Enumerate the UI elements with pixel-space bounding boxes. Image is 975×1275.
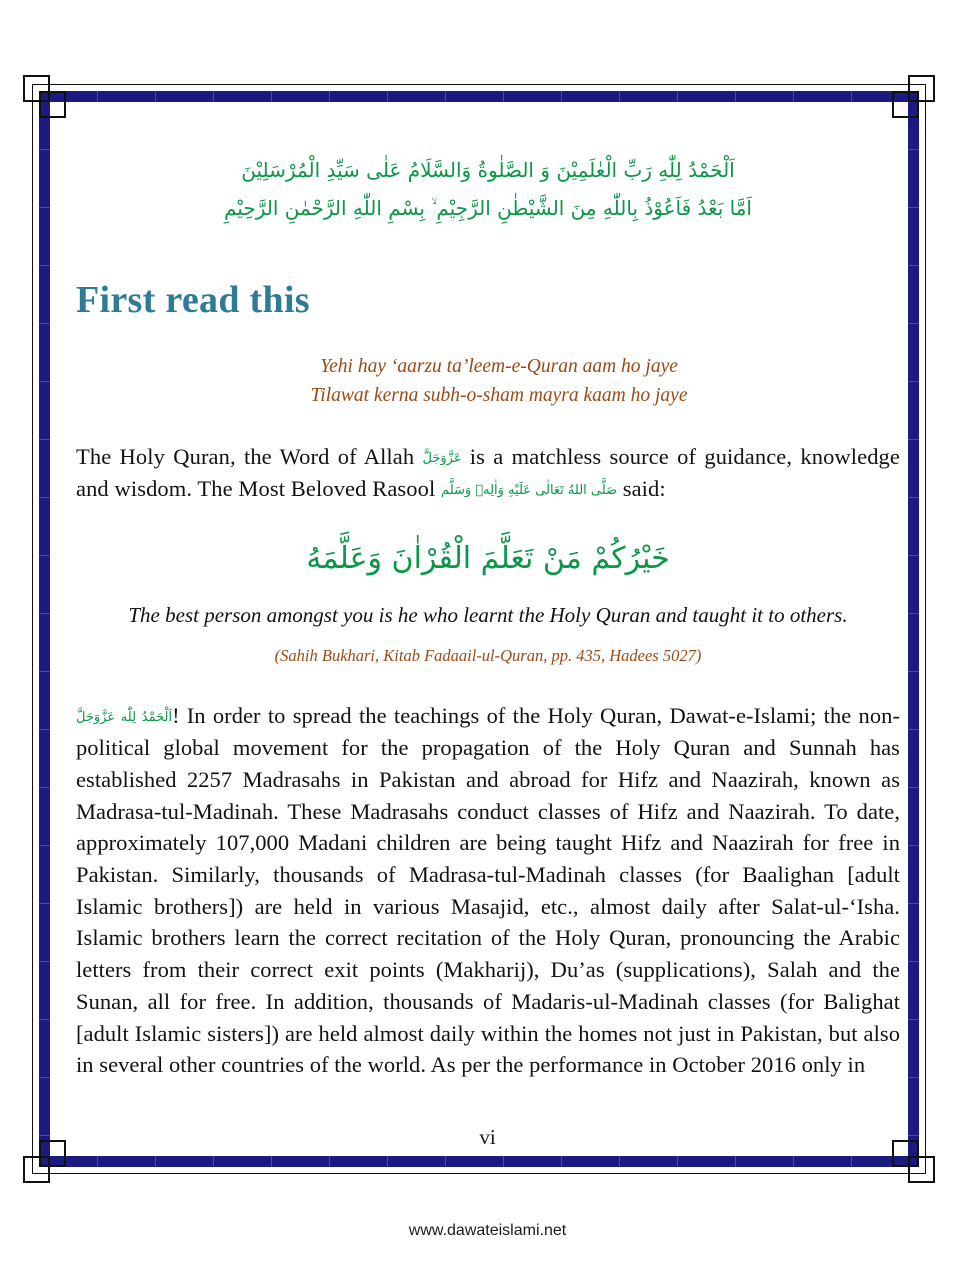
border-ticks-bottom [39,1156,919,1167]
border-ticks-top [39,91,919,102]
hadith-translation: The best person amongst you is he who learnt the Holy Quran and taught it to others. [128,603,848,628]
page-number: vi [479,1125,496,1149]
page-content [76,160,900,1104]
invocation-block [76,160,900,218]
invocation-line-1: اَلْحَمْدُ لِلّٰهِ رَبِّ الْعٰلَمِيْنَ وَ الصَّلٰوةُ وَالسَّلَامُ عَلٰى سَيِّدِ الْمُرْسَلِيْنَ [241,158,735,182]
main-body-text: ! In order to spread the teachings of the Holy Quran, Dawat-e-Islami; the non-political global movement for the propagation of the Holy Quran and Sunnah has established 2257 Madrasahs in Pakistan and abroad for Hifz and Naazirah, known as Madrasa-tul-Madinah. These Madrasahs conduct classes of Hifz and Naazirah. To date, approximately 107,000 Madani children are being taught Hifz and Naazirah for free in Pakistan. Similarly, thousands of Madrasa-tul-Madinah classes (for Baalighan [adult Islamic brothers]) are held in various Masajid, etc., almost daily after Salat-ul-‘Isha. Islamic brothers learn the correct recitation of the Holy Quran, pronouncing the Arabic letters from their correct exit points (Makharij), Du’as (supplications), Salah and the Sunan, all for free. In addition, thousands of Madaris-ul-Madinah classes (for Balighat [adult Islamic sisters]) are held almost daily within the homes not just in Pakistan, but also in several other countries of the world. As per the performance in October 2016 only in [76,703,900,1078]
footer-website-url: www.dawateislami.net [408,1222,567,1239]
hadith-reference: (Sahih Bukhari, Kitab Fadaail-ul-Quran, pp. 435, Hadees 5027) [274,646,702,666]
intro-text-part-2: is a matchless source of guidance, knowledge and wisdom. The Most Beloved Rasool [76,444,900,501]
border-ticks-right [908,91,919,1167]
honorific-rasool-glyph: صَلَّى اللهُ تَعَالٰى عَلَيْهِ وَاٰلِهٖ وَسَلَّم [441,482,618,498]
intro-paragraph [76,441,900,505]
main-body-paragraph [76,700,900,1081]
hadith-arabic-text: خَيْرُكُمْ مَنْ تَعَلَّمَ الْقُرْاٰنَ وَعَلَّمَهُ [306,540,670,576]
honorific-alhamdulillah-glyph: اَلْحَمْدُ لِلّٰه عَزَّوَجَلَّ [76,710,173,726]
intro-text-part-3: said: [617,475,666,501]
couplet-line-1: Yehi hay ‘aarzu ta’leem-e-Quran aam ho jaye [320,355,678,377]
border-ticks-left [39,91,50,1167]
corner-knot-top-left-icon [23,75,67,119]
intro-text-part-1: The Holy Quran, the Word of Allah [76,444,423,470]
page-title: First read this [76,279,310,321]
couplet-line-2: Tilawat kerna subh-o-sham mayra kaam ho jaye [310,385,688,407]
couplet-block [76,352,900,411]
corner-knot-top-right-icon [891,75,935,119]
honorific-allah-glyph: عَزَّوَجَلَّ [422,451,462,467]
invocation-line-2: اَمَّا بَعْدُ فَاَعُوْذُ بِاللّٰهِ مِنَ الشَّيْطٰنِ الرَّجِيْمِ ۙ بِسْمِ اللّٰهِ الرَّحْمٰنِ الرَّحِيْمِ [223,196,752,220]
